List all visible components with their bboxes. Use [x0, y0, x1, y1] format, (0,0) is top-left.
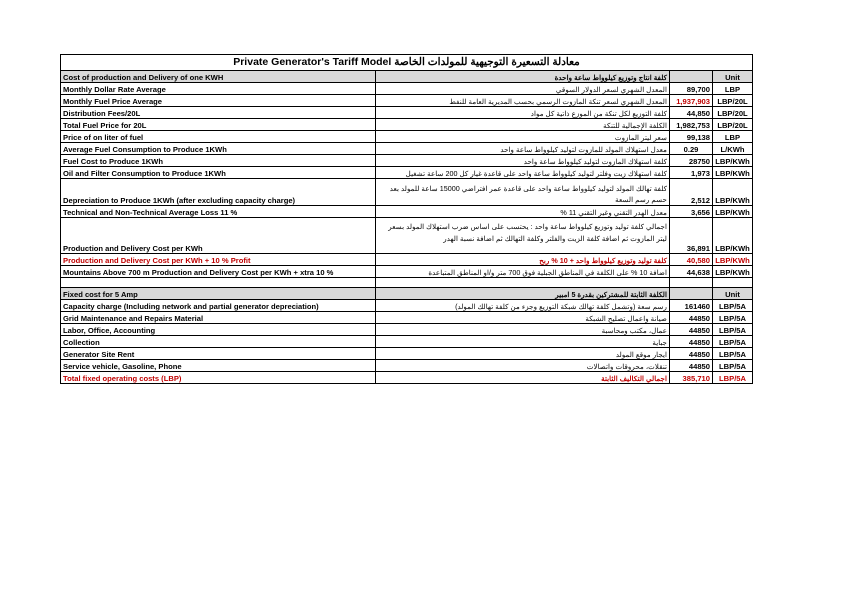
row-unit: LBP/5A — [713, 300, 753, 312]
row-unit: L/KWh — [713, 143, 753, 155]
table-row — [61, 360, 753, 372]
row-label-en: Price of on liter of fuel — [61, 131, 376, 143]
row-unit: LBP/5A — [713, 336, 753, 348]
row-label-ar: اجمالي التكاليف الثابتة — [376, 372, 670, 384]
row-unit: LBP/20L — [713, 95, 753, 107]
row-label-ar: ايجار موقع المولد — [376, 348, 670, 360]
table-row — [61, 348, 753, 360]
row-unit: LBP/20L — [713, 107, 753, 119]
table-row — [61, 324, 753, 336]
table-row — [61, 119, 753, 131]
row-label-en: Collection — [61, 336, 376, 348]
row-unit: LBP/KWh — [713, 179, 753, 206]
row-label-ar: معدل استهلاك المولد للمازوت لتوليد كيلوواط ساعة واحد — [376, 143, 670, 155]
row-value: 28750 — [670, 155, 713, 167]
row-value: 3,656 — [670, 206, 713, 218]
row-label-ar: صيانة واعمال تصليح الشبكة — [376, 312, 670, 324]
row-value: 89,700 — [670, 83, 713, 95]
row-value: 44850 — [670, 336, 713, 348]
row-label-ar: سعر ليتر المازوت — [376, 131, 670, 143]
table-row — [61, 218, 753, 254]
section1-header-ar: كلفة انتاج وتوزيع كيلوواط ساعة واحدة — [376, 71, 670, 83]
row-label-en: Average Fuel Consumption to Produce 1KWh — [61, 143, 376, 155]
row-label-en: Total Fuel Price for 20L — [61, 119, 376, 131]
row-unit: LBP/KWh — [713, 155, 753, 167]
row-unit: LBP/KWh — [713, 206, 753, 218]
row-unit: LBP/KWh — [713, 218, 753, 254]
row-value: 2,512 — [670, 179, 713, 206]
section1-header-row — [61, 71, 753, 83]
row-label-ar: جباية — [376, 336, 670, 348]
row-label-en: Generator Site Rent — [61, 348, 376, 360]
row-unit: LBP/5A — [713, 324, 753, 336]
row-value: 0.29 — [670, 143, 713, 155]
row-label-ar: رسم سعة (وتشمل كلفة تهالك شبكة التوزيع وجزء من كلفة تهالك المولد) — [376, 300, 670, 312]
row-unit: LBP/5A — [713, 312, 753, 324]
table-row — [61, 167, 753, 179]
spacer-row — [61, 278, 753, 288]
row-label-en: Grid Maintenance and Repairs Material — [61, 312, 376, 324]
table-row — [61, 95, 753, 107]
row-label-en: Monthly Dollar Rate Average — [61, 83, 376, 95]
row-label-ar: الكلفة الإجمالية للتنكة — [376, 119, 670, 131]
row-label-ar: عمال، مكتب ومحاسبة — [376, 324, 670, 336]
row-unit: LBP/20L — [713, 119, 753, 131]
row-value: 44850 — [670, 360, 713, 372]
row-value: 44,638 — [670, 266, 713, 278]
row-unit: LBP/5A — [713, 372, 753, 384]
table-row — [61, 131, 753, 143]
row-label-ar: كلفة التوزيع لكل تنكة من الموزع ذاتية كل مواد — [376, 107, 670, 119]
table-row — [61, 155, 753, 167]
row-value: 1,982,753 — [670, 119, 713, 131]
row-label-en: Service vehicle, Gasoline, Phone — [61, 360, 376, 372]
spacer-cell — [670, 278, 713, 288]
table-row — [61, 336, 753, 348]
section2-header-value — [670, 288, 713, 300]
row-label-en: Distribution Fees/20L — [61, 107, 376, 119]
table-row-total — [61, 372, 753, 384]
spacer-cell — [376, 278, 670, 288]
spacer-cell — [61, 278, 376, 288]
row-value: 40,580 — [670, 254, 713, 266]
row-label-en: Mountains Above 700 m Production and Delivery Cost per KWh + xtra 10 % — [61, 266, 376, 278]
row-label-ar: كلفة استهلاك زيت وفلتر لتوليد كيلوواط ساعة واحد على قاعدة غيار كل 200 ساعة تشغيل — [376, 167, 670, 179]
table-row — [61, 107, 753, 119]
row-unit: LBP — [713, 83, 753, 95]
title-row — [61, 55, 753, 71]
row-value: 36,891 — [670, 218, 713, 254]
section2-header-en: Fixed cost for 5 Amp — [61, 288, 376, 300]
row-label-ar: كلفة استهلاك المازوت لتوليد كيلوواط ساعة واحد — [376, 155, 670, 167]
row-label-ar: تنقلات، محروقات واتصالات — [376, 360, 670, 372]
row-value: 99,138 — [670, 131, 713, 143]
row-label-ar: كلفة توليد وتوزيع كيلوواط واحد + 10 % ربح — [376, 254, 670, 266]
row-value: 1,973 — [670, 167, 713, 179]
section2-header-row — [61, 288, 753, 300]
tariff-sheet — [60, 54, 752, 384]
row-value: 1,937,903 — [670, 95, 713, 107]
row-value: 44850 — [670, 348, 713, 360]
row-label-ar: كلفة تهالك المولد لتوليد كيلوواط ساعة واحد على قاعدة عمر افتراضي 15000 ساعة للمولد بعد حسم رسم السعة — [376, 179, 670, 206]
row-label-en: Oil and Filter Consumption to Produce 1KWh — [61, 167, 376, 179]
section2-header-ar: الكلفة الثابتة للمشتركين بقدرة 5 امبير — [376, 288, 670, 300]
table-row — [61, 179, 753, 206]
table-row — [61, 143, 753, 155]
row-label-en: Production and Delivery Cost per KWh + 10 % Profit — [61, 254, 376, 266]
row-value: 385,710 — [670, 372, 713, 384]
sheet-title: Private Generator's Tariff Model معادلة التسعيرة التوجيهية للمولدات الخاصة — [61, 55, 753, 71]
table-row — [61, 206, 753, 218]
tariff-table — [60, 54, 753, 384]
row-label-en: Technical and Non-Technical Average Loss 11 % — [61, 206, 376, 218]
row-label-ar: المعدل الشهري لسعر تنكة المازوت الرسمي بحسب المديرية العامة للنفط — [376, 95, 670, 107]
row-value: 44,850 — [670, 107, 713, 119]
row-label-ar: اجمالي كلفة توليد وتوزيع كيلوواط ساعة واحد : يحتسب على اساس ضرب استهلاك المولد بسعر ليتر المازوت ثم اضافة كلفة الزيت والفلتر وكلفة التهالك ثم اضافة نسبة الهدر — [376, 218, 670, 254]
row-label-ar: معدل الهدر التقني وغير التقني 11 % — [376, 206, 670, 218]
table-row — [61, 312, 753, 324]
row-unit: LBP/KWh — [713, 167, 753, 179]
row-label-en: Labor, Office, Accounting — [61, 324, 376, 336]
table-row — [61, 300, 753, 312]
table-row — [61, 83, 753, 95]
row-unit: LBP/KWh — [713, 254, 753, 266]
row-label-ar: المعدل الشهري لسعر الدولار السوقي — [376, 83, 670, 95]
section2-header-unit: Unit — [713, 288, 753, 300]
row-unit: LBP/5A — [713, 360, 753, 372]
section1-header-value — [670, 71, 713, 83]
row-label-ar: اضافة 10 % على الكلفة في المناطق الجبلية فوق 700 متر و/او المناطق المتباعدة — [376, 266, 670, 278]
row-label-en: Monthly Fuel Price Average — [61, 95, 376, 107]
table-row-profit — [61, 254, 753, 266]
spacer-cell — [713, 278, 753, 288]
row-label-en: Production and Delivery Cost per KWh — [61, 218, 376, 254]
row-label-en: Depreciation to Produce 1KWh (after excluding capacity charge) — [61, 179, 376, 206]
row-unit: LBP — [713, 131, 753, 143]
row-value: 161460 — [670, 300, 713, 312]
row-label-en: Fuel Cost to Produce 1KWh — [61, 155, 376, 167]
row-label-en: Total fixed operating costs (LBP) — [61, 372, 376, 384]
table-row — [61, 266, 753, 278]
row-value: 44850 — [670, 324, 713, 336]
section1-header-en: Cost of production and Delivery of one KWH — [61, 71, 376, 83]
section1-header-unit: Unit — [713, 71, 753, 83]
row-label-en: Capacity charge (Including network and partial generator depreciation) — [61, 300, 376, 312]
row-value: 44850 — [670, 312, 713, 324]
row-unit: LBP/KWh — [713, 266, 753, 278]
row-unit: LBP/5A — [713, 348, 753, 360]
